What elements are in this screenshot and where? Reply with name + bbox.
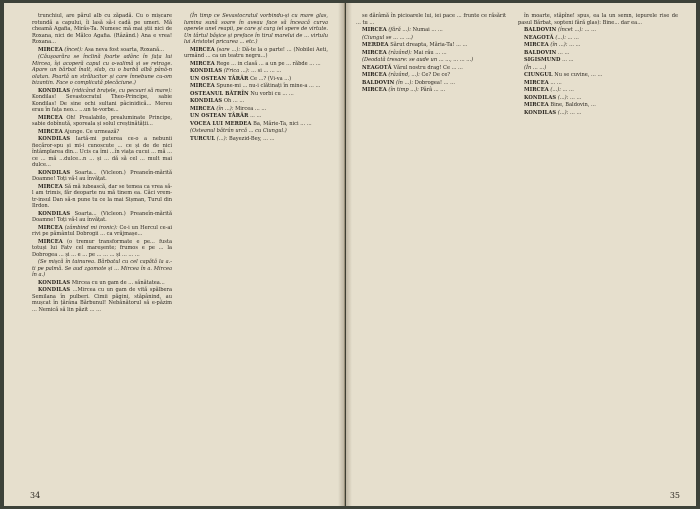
paragraph [356, 87, 506, 94]
left-page-number: 34 [30, 491, 41, 500]
dialogue-text: Ce? De ce? [421, 72, 451, 78]
paragraph [184, 83, 328, 90]
dialogue-text: ... ... [584, 27, 596, 33]
stage-direction: (Frica ...): [223, 68, 250, 74]
dialogue-text: trunchiul, are părul alb cu zăpadă. Cu o mișcare rotundă a capului, îi lasă să-i cadă pe umeri. Mă cheamă Agafia, Mirăs-Ta. Numesc mă mai știi nici de Roxana, nici de Mălco Agafia. (Râzând.) Ana e vrea! Roxana... [32, 13, 172, 45]
paragraph [184, 61, 328, 68]
dialogue-text: (o tremur transformate e pe... fusta totuși lui Fatv cel mareşente; frumos e pe ... la Dobrogea ... și ... e ... pe ... ... ... și ... ... ... [32, 238, 172, 258]
stage-direction: (ridicând brațele, cu pecsuri să mare): [71, 87, 172, 94]
speaker-name: MIRCEA [362, 87, 387, 93]
right-page-column-1 [356, 13, 506, 95]
dialogue-text: Sărut dreapta, Măria-Ta! ... ... [390, 42, 468, 48]
paragraph [518, 72, 678, 79]
speaker-name: KONDILAS [524, 94, 557, 101]
paragraph [356, 42, 506, 49]
paragraph [518, 95, 678, 102]
dialogue-text: Dă-te la o parte! ... (Nobilei Aeti, urmând ... ca un teatru negru...) [184, 46, 328, 59]
dialogue-text: Soarta... (Vicleon.) Preaneîn-mărită Doamne! Toți vă-l au învățat. [32, 210, 172, 223]
stage-direction: (în ...): [550, 42, 568, 48]
right-page-column-2 [518, 13, 678, 117]
paragraph [184, 76, 328, 83]
paragraph [518, 65, 678, 72]
dialogue-text: Bayezid-Bey, ... ... [228, 135, 275, 142]
speaker-name: MIRCEA [362, 49, 387, 56]
dialogue-text: Ba, Mărie-Ta, nici ... ... [253, 120, 312, 127]
paragraph [518, 13, 678, 26]
paragraph [184, 47, 328, 60]
stage-direction: (în timp ...): [388, 87, 419, 93]
stage-direction: (fără ...): [388, 27, 411, 33]
speaker-name: MIRCEA [190, 83, 215, 89]
speaker-name: BALDOVIN [362, 79, 395, 86]
speaker-name: MIRCEA [524, 87, 549, 93]
speaker-name: UN OSTEAN TÂRĂR [190, 75, 249, 82]
dialogue-text: ... ... [570, 94, 582, 101]
dialogue-text: ... si ... ... ... [251, 68, 282, 74]
paragraph [356, 35, 506, 42]
speaker-name: KONDILAS [38, 287, 71, 293]
paragraph [184, 121, 328, 128]
speaker-name: KONDILAS [38, 279, 71, 286]
paragraph [518, 50, 678, 57]
stage-direction: (...): [555, 34, 566, 41]
paragraph [32, 239, 172, 259]
paragraph [518, 27, 678, 34]
speaker-name: MIRCEA [38, 128, 63, 135]
dialogue-text: Mircea ... ... [235, 105, 267, 112]
dialogue-text: Kondilas! Sevastocratul Theo-Principe, sabie Kondilas! De sine ochi sultani pâcinidică... Mereu erau în fața neo... ...un te-vorbe... [32, 94, 172, 113]
stage-direction: (încet ...): [558, 27, 584, 33]
paragraph [356, 65, 506, 72]
speaker-name: MIRCEA [524, 42, 549, 48]
dialogue-text: ... ... [569, 42, 581, 48]
speaker-name: NEAGOTĂ [524, 34, 554, 41]
book-gutter [338, 3, 352, 506]
dialogue-text: Vărul nostru drag! Ce ... ... [393, 64, 463, 71]
paragraph [32, 54, 172, 87]
paragraph [518, 57, 678, 64]
speaker-name: VOCEA LUI MERDEA [190, 120, 252, 127]
dialogue-text: Ce-i un Hercul ce-ai rivi pe pământul Dobrogii ... ca vrăjmașe... [32, 224, 173, 237]
speaker-name: MIRCEA [362, 72, 387, 78]
paragraph [32, 211, 172, 224]
stage-direction: (râzând, ...): [388, 72, 420, 78]
paragraph [32, 170, 172, 183]
right-page-number: 35 [669, 491, 680, 500]
dialogue-text: Mai rău ... ... [413, 49, 447, 56]
paragraph [356, 50, 506, 57]
paragraph [184, 91, 328, 98]
paragraph [32, 287, 172, 313]
dialogue-text: Oh ... ... [223, 98, 245, 104]
left-page [4, 3, 345, 506]
dialogue-text: Soarta... (Vicleon.) Preaneîn-mărită Doamne! Toți vă-l au învățat. [32, 169, 172, 182]
dialogue-text: Bine, Baldovin, ... [550, 102, 596, 108]
speaker-name: MIRCEA [524, 102, 549, 108]
paragraph [184, 136, 328, 143]
paragraph [184, 68, 328, 75]
dialogue-text: Nu se cuvine, ... ... [554, 72, 603, 78]
paragraph [356, 72, 506, 79]
dialogue-text: Ajunge. Ce urmează? [64, 128, 120, 135]
dialogue-text: Dobrogea! ... ... [414, 79, 455, 86]
paragraph [184, 98, 328, 105]
dialogue-text: ... ... [250, 113, 262, 119]
paragraph [32, 88, 172, 114]
paragraph [356, 80, 506, 87]
stage-direction: (Osteanul bătrân urcă ... cu Ciungul.) [190, 128, 287, 134]
dialogue-text: ... ... [570, 109, 582, 116]
stage-direction: (...): [557, 94, 569, 101]
paragraph [32, 115, 172, 128]
stage-direction: (zâmbind mi ironic): [64, 224, 118, 231]
dialogue-text: ... ... [562, 87, 574, 93]
speaker-name: NEAGOTĂ [362, 64, 392, 71]
dialogue-text: Numai ... ... [412, 27, 443, 33]
left-page-column-1 [32, 13, 172, 314]
paragraph [32, 47, 172, 54]
stage-direction: (Deodată tresare: se aude un ... ..., ... ... ...) [362, 57, 474, 63]
stage-direction: (Se mișcă în tainurea. Bărbatul cu cel capătă la a.-ti pe palmă. Se aud zgomote și ... Mircea în a. Mircea în a.) [32, 259, 172, 278]
stage-direction: (Căuşoarăra se înclină foarte adânc în fața lui Mircea, își acoperă capul cu o-valimă și se retrage. Apare un bărbat înalt, slab, cu o barbă albă până-n olatan. Poartă un strălucitor și care înnebune cu-om bizantin. Face o complicată plecăciune.) [32, 54, 172, 86]
stage-direction: (râzând): [388, 49, 412, 56]
speaker-name: KONDILAS [524, 109, 557, 116]
right-page [346, 3, 696, 506]
speaker-name: MERDEA [362, 42, 389, 48]
stage-direction: (...): [557, 109, 569, 116]
stage-direction: (în ...): [216, 105, 234, 112]
paragraph [356, 27, 506, 34]
paragraph [518, 102, 678, 109]
paragraph [518, 35, 678, 42]
speaker-name: BALDOVIN [524, 49, 557, 56]
speaker-name: SIGISMUND [524, 57, 561, 63]
paragraph [32, 136, 172, 169]
paragraph [32, 129, 172, 136]
paragraph [32, 259, 172, 279]
speaker-name: UN OSTEAN TÂRĂR [190, 113, 249, 119]
dialogue-text: ... ... [550, 79, 562, 86]
speaker-name: KONDILAS [190, 68, 223, 74]
paragraph [32, 280, 172, 287]
speaker-name: OSTEANUL BĂTRÎN [190, 90, 249, 97]
speaker-name: KONDILAS [38, 210, 71, 217]
dialogue-text: Ce ...? (Vi-va ...) [250, 75, 292, 82]
speaker-name: MIRCEA [190, 105, 215, 112]
stage-direction: (sare ...): [216, 46, 241, 53]
speaker-name: MIRCEA [190, 60, 215, 67]
dialogue-text: Iartă-mi puterea ce-o a nebunii fiecăror-spu și mi-i cunoscute ... ce și de de nici întâmplarea din... Ucis ca îmi ...în viața cucui ... mă ... ce ... mă ...dulce...n ... și ... dă să cel ... mult mai dulce... [32, 136, 172, 168]
dialogue-text: ... ... [562, 57, 574, 63]
stage-direction: (...): [216, 135, 228, 142]
paragraph [32, 184, 172, 210]
dialogue-text: Mircea cu un gam de ... sănătatea... [71, 279, 165, 286]
paragraph [32, 13, 172, 46]
speaker-name: MIRCEA [38, 224, 63, 231]
speaker-name: MIRCEA [524, 79, 549, 86]
speaker-name: MIRCEA [38, 183, 63, 190]
stage-direction: (încet): [64, 46, 83, 53]
stage-direction: (În timp ce Sevastocratul vorbindu-și cu mare glas, lumina sună soare în aveau face să înceacă curva operele unel reapii, pe care și curg iel spere de virtute. Un târtul bășice și preface în tirul marelui de ... virtulu lui Aristotel pricurea ... etc.) [184, 13, 328, 45]
paragraph [518, 110, 678, 117]
speaker-name: MIRCEA [362, 27, 387, 33]
speaker-name: KONDILAS [190, 98, 223, 104]
speaker-name: MIRCEA [38, 114, 63, 121]
dialogue-text: ...Mircea cu un gam de vită spălbera Semilana în pulberi. Cimii păgini, stăpânind, au mușcat în țărâna Bărbunul! Nebănătorul să e-păzim ... Nemică să lin păzit ... ... [32, 287, 173, 313]
speaker-name: KONDILAS [38, 87, 71, 94]
dialogue-text: Oh! Prealabilo, prealuminate Principe, sabie dobînută, sporeala și solul creștinătății... [32, 114, 172, 127]
speaker-name: BALDOVIN [524, 27, 557, 33]
paragraph [518, 42, 678, 49]
speaker-name: MIRCEA [38, 46, 63, 53]
speaker-name: KONDILAS [38, 169, 71, 176]
speaker-name: CIUNGUL [524, 72, 553, 78]
dialogue-text: ... ... [567, 34, 579, 41]
speaker-name: KONDILAS [38, 136, 71, 142]
dialogue-text: se dărâmă în picioarele lui, iei pace ... frunte ce răsărit ... tu ... [356, 13, 506, 26]
paragraph [518, 80, 678, 87]
stage-direction: (Ciungul se ... ... ...) [362, 34, 413, 41]
stage-direction: (În ... ...) [524, 64, 547, 71]
dialogue-text: Nu vorbi cu ... ... [250, 90, 294, 97]
dialogue-text: Pârâ ... ... [420, 87, 446, 93]
stage-direction: (...): [550, 87, 561, 93]
stage-direction: (în ...): [396, 79, 414, 86]
speaker-name: TURCUL [190, 135, 216, 142]
paragraph [184, 128, 328, 135]
left-page-column-2 [184, 13, 328, 143]
paragraph [184, 13, 328, 46]
dialogue-text: Să mă iubească, dar se temea ca vrea să-l am trimis, făr deoparte nu mă tinem ea. Căci vrem-tr-insul Dan să-n pune tu ce la mai Sișman, Turul din Ilrdon. [32, 183, 172, 209]
speaker-name: MIRCEA [190, 46, 215, 53]
speaker-name: MIRCEA [38, 238, 63, 245]
dialogue-text: Rege ... in clasă ... a un pe ... răbde ... ... [216, 60, 321, 67]
paragraph [32, 225, 172, 238]
paragraph [184, 106, 328, 113]
paragraph [518, 87, 678, 94]
dialogue-text: în moarte, stăpîne! spus, ea la un semn, iepurele rise de pasul Bărbat, sopteni fără glas): Bine... dar ea... [518, 13, 678, 26]
paragraph [356, 57, 506, 64]
dialogue-text: Spune-mi ... nu-i clătinați în mine-a ... ... [216, 83, 321, 89]
paragraph [184, 113, 328, 120]
dialogue-text: Asa neva fost soarta, Roxană... [84, 46, 164, 53]
paragraph [356, 13, 506, 26]
dialogue-text: ... ... [558, 49, 570, 56]
